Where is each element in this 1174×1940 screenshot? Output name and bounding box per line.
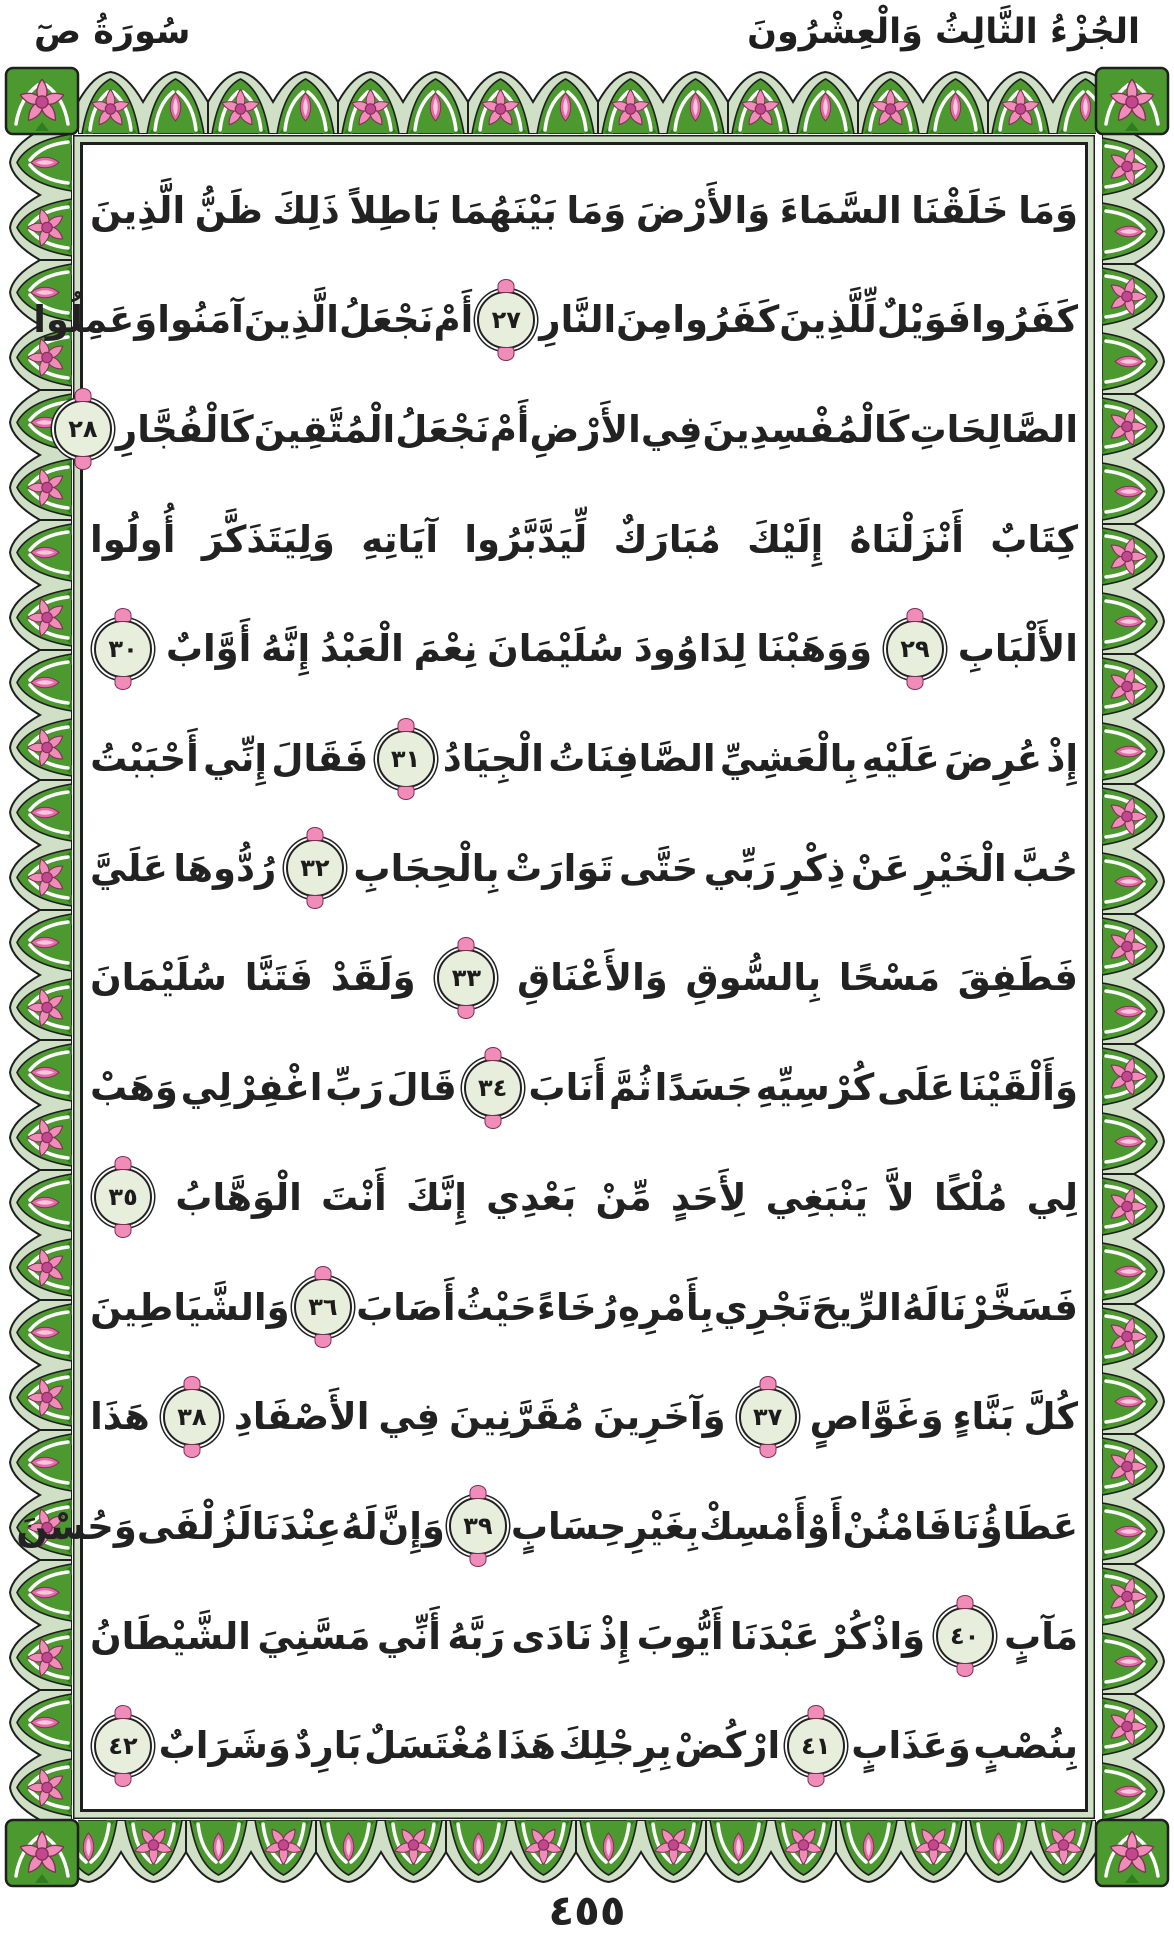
quran-word: بَاطِلاً [349,188,441,232]
quran-word: الرِّيحَ [811,1285,902,1329]
quran-word: وَاذْكُرْ [825,1614,926,1658]
quran-word: أَوْ [806,1504,843,1548]
quran-word: مِّنْ [595,1175,652,1219]
quran-word: كَالْفُجَّارِ [115,407,254,451]
quran-word: عَبْدَنَا [730,1614,820,1658]
quran-word: عَلَيَّ [90,846,168,890]
quran-line [90,1694,1078,1798]
quran-word: أَحْبَبْتُ [90,737,199,781]
ayah-number: ٣٣ [451,963,482,992]
ayah-marker [449,1497,507,1555]
quran-word: بَعْدِي [486,1175,577,1219]
ayah-number: ٣٧ [752,1402,783,1431]
ayah-number: ٤١ [801,1731,831,1760]
quran-word: كَالْمُفْسِدِينَ [702,407,910,451]
quran-word: كُرْسِيِّهِ [755,1066,875,1110]
quran-word: الْخَيْرِ [915,846,1007,890]
quran-word: بَنَّاءٍ [952,1395,1015,1439]
quran-word: فِي [378,1395,441,1439]
ayah-marker [54,400,112,458]
quran-word: هَذَا [496,1724,556,1768]
quran-word: مَسْحًا [838,956,940,1000]
quran-word: الْجِيَادُ [442,737,544,781]
quran-word: أَمْ [489,407,530,451]
ayah-marker [936,1607,994,1665]
quran-line [68,377,1078,481]
surah-title: سُورَةُ صٓ [34,12,191,52]
quran-word: مُبَارَكٌ [613,517,721,561]
quran-word: مِنَ [616,298,673,342]
quran-word: لِأَحَدٍ [670,1175,747,1219]
quran-word: إِنَّهُ [261,627,311,671]
quran-word: وَالأَعْنَاقِ [517,956,668,1000]
quran-word: عَلَيْهِ [861,737,940,781]
ayah-number: ٢٧ [491,305,521,334]
ayah-marker [94,1168,152,1226]
quran-line [90,597,1078,701]
quran-word: وَحُسْنَ [16,1504,137,1548]
ayah-marker [739,1388,797,1446]
quran-line [90,1584,1078,1688]
quran-word: أَنْزَلْنَاهُ [849,517,964,561]
quran-word: فِي [640,407,703,451]
quran-word: إِنَّكَ [405,1175,467,1219]
quran-word: آيَاتِهِ [361,517,439,561]
quran-word: عَلَى [877,1066,955,1110]
quran-word: وَالأَرْضَ [635,188,771,232]
quran-word: لَهُ [341,1504,378,1548]
quran-word: كَفَرُوا [672,298,780,342]
quran-word: لَزُلْفَى [136,1504,252,1548]
quran-word: بِرِجْلِكَ [558,1724,672,1768]
quran-word: رَبَّهُ [447,1614,505,1658]
quran-word: وَمَا [1018,188,1078,232]
quran-word: نَجْعَلُ [338,298,434,342]
quran-word: اغْفِرْ [234,1066,323,1110]
quran-word: مُلْكًا [934,1175,1008,1219]
quran-word: عُرِضَ [943,737,1043,781]
ayah-marker [477,291,535,349]
quran-word: الأَرْضِ [529,407,641,451]
quran-word: الأَلْبَابِ [957,627,1078,671]
quran-word: بَيْنَهُمَا [449,188,557,232]
ayah-number: ٣٠ [108,634,138,663]
quran-word: الَّذِينَ [90,188,186,232]
ayah-marker [886,620,944,678]
quran-word: ذِكْرِ [781,846,846,890]
quran-word: مَآبٍ [1004,1614,1078,1658]
ayah-number: ٣٥ [108,1183,138,1212]
quran-word: إِلَيْكَ [747,517,824,561]
quran-word: أُولُوا [90,517,176,561]
ayah-marker [286,839,344,897]
ayah-marker [437,949,495,1007]
quran-word: رَبِّ [325,1066,384,1110]
quran-word: أَنِّي [376,1614,441,1658]
ayah-number: ٢٩ [900,634,930,663]
quran-word: مُقَرَّنِينَ [449,1395,584,1439]
quran-word: حَتَّى [618,846,699,890]
ayah-number: ٣٢ [300,854,330,883]
quran-word: وَعَمِلُوا [33,298,158,342]
ayah-marker [787,1717,845,1775]
ayah-number: ٤٠ [949,1622,980,1651]
quran-word: لِّلَّذِينَ [779,298,877,342]
ayah-number: ٣٨ [177,1402,207,1431]
quran-word: فَوَيْلٌ [876,298,972,342]
quran-word: الَّذِينَ [243,298,339,342]
quran-word: وَإِنَّ [377,1504,445,1548]
quran-word: آمَنُوا [157,298,244,342]
quran-word: نَادَى [511,1614,593,1658]
quran-word: عَنْ [851,846,910,890]
quran-word: وَشَرَابٌ [158,1724,291,1768]
quran-word: وَلِيَتَذَكَّرَ [201,517,335,561]
ayah-number: ٤٢ [108,1731,138,1760]
quran-word: وَغَوَّاصٍ [809,1395,944,1439]
quran-word: هَذَا [90,1395,150,1439]
quran-word: سُلَيْمَانَ [487,627,624,671]
quran-line [90,816,1078,920]
quran-word: حَيْثُ [455,1285,537,1329]
quran-word: وَمَا [566,188,627,232]
quran-word: ظَنُّ [194,188,263,232]
quran-word: فَسَخَّرْنَا [938,1285,1078,1329]
quran-word: بِنُصْبٍ [973,1724,1078,1768]
quran-word: وَوَهَبْنَا [756,627,873,671]
quran-word: وَالشَّيَاطِينَ [90,1285,290,1329]
quran-word: لِي [1026,1175,1078,1219]
quran-line [90,1036,1078,1140]
quran-word: الْوَهَّابُ [175,1175,302,1219]
quran-line [90,158,1078,262]
ayah-marker [377,730,435,788]
quran-word: تَوَارَتْ [505,846,614,890]
quran-word: أَمْ [433,298,474,342]
quran-word: سُلَيْمَانَ [90,956,227,1000]
ayah-marker [94,1717,152,1775]
quran-word: الشَّيْطَانُ [90,1614,251,1658]
ayah-marker [94,620,152,678]
quran-line [90,487,1078,591]
ayah-number: ٢٨ [68,415,98,444]
quran-word: عَطَاؤُنَا [952,1504,1078,1548]
quran-word: فَقَالَ [271,737,369,781]
quran-word: الْمُتَّقِينَ [253,407,396,451]
quran-word: رَبِّي [703,846,777,890]
quran-word: أَوَّابٌ [165,627,252,671]
page-number: ٤٥٥ [548,1886,626,1935]
quran-word: لِي [180,1066,232,1110]
quran-word: أَصَابَ [356,1285,456,1329]
quran-word: إِذْ [598,1614,631,1658]
quran-line [90,1365,1078,1469]
quran-word: لِّيَدَّبَّرُوا [464,517,588,561]
quran-word: لِدَاوُودَ [633,627,747,671]
quran-word: عِنْدَنَا [251,1504,342,1548]
quran-word: الْعَبْدُ [319,627,404,671]
ayah-marker [163,1388,221,1446]
quran-word: حِسَابٍ [510,1504,627,1548]
ayah-number: ٣١ [390,744,421,773]
quran-word: بَارِدٌ [293,1724,362,1768]
quran-word: ارْكُضْ [674,1724,781,1768]
quran-word: بِالْعَشِيِّ [719,737,858,781]
quran-word: خَلَقْنَا [911,188,1009,232]
quran-word: نَجْعَلُ [395,407,490,451]
quran-line [90,707,1078,811]
quran-word: بِالْحِجَابِ [353,846,500,890]
ayah-marker [294,1278,352,1336]
quran-word: مَسَّنِيَ [257,1614,371,1658]
quran-word: فَطَفِقَ [957,956,1078,1000]
quran-word: أَيُّوبَ [636,1614,724,1658]
quran-line [90,926,1078,1030]
quran-word: نِعْمَ [413,627,478,671]
quran-word: وَأَلْقَيْنَا [957,1066,1078,1110]
quran-word: وَلَقَدْ [330,956,416,1000]
quran-text-block [16,158,1078,1798]
quran-word: بِغَيْرِ [626,1504,700,1548]
quran-word: ذَلِكَ [272,188,340,232]
quran-word: بِالسُّوقِ [685,956,822,1000]
quran-line [33,268,1078,372]
quran-word: أَمْسِكْ [699,1504,807,1548]
quran-word: إِذْ [1046,737,1078,781]
quran-word: الصَّالِحَاتِ [909,407,1078,451]
quran-word: أَنَابَ [528,1066,607,1110]
quran-word: السَّمَاءَ [779,188,902,232]
quran-word: بِأَمْرِهِ [618,1285,714,1329]
quran-word: ثُمَّ [608,1066,652,1110]
quran-line [16,1474,1078,1578]
quran-word: رُدُّوهَا [173,846,277,890]
quran-line [90,1255,1078,1359]
juz-title: الجُزْءُ الثَّالِثُ وَالْعِشْرُونَ [747,12,1140,52]
ayah-number: ٣٦ [308,1293,338,1322]
ayah-marker [464,1059,522,1117]
quran-word: رُخَاءً [537,1285,618,1329]
quran-word: جَسَدًا [654,1066,753,1110]
quran-word: كِتَابٌ [990,517,1078,561]
ayah-number: ٣٩ [463,1512,493,1541]
quran-word: كَفَرُوا [971,298,1078,342]
quran-word: لاَّ [887,1175,915,1219]
quran-word: فَامْنُنْ [842,1504,952,1548]
quran-word: النَّارِ [539,298,617,342]
quran-word: لَهُ [902,1285,939,1329]
quran-word: مُغْتَسَلٌ [364,1724,494,1768]
quran-word: وَعَذَابٍ [851,1724,971,1768]
ayah-number: ٣٤ [477,1073,508,1102]
quran-word: وَهَبْ [90,1066,178,1110]
quran-word: إِنِّي [203,737,268,781]
quran-word: أَنْتَ [320,1175,387,1219]
quran-word: قَالَ [386,1066,457,1110]
quran-word: تَجْرِي [713,1285,812,1329]
quran-word: فَتَنَّا [244,956,314,1000]
quran-word: حُبَّ [1012,846,1078,890]
quran-word: وَآخَرِينَ [593,1395,726,1439]
quran-line [90,1145,1078,1249]
quran-word: كُلَّ [1023,1395,1078,1439]
quran-word: الأَصْفَادِ [233,1395,370,1439]
quran-word: الصَّافِنَاتُ [548,737,716,781]
quran-word: يَنْبَغِي [765,1175,869,1219]
